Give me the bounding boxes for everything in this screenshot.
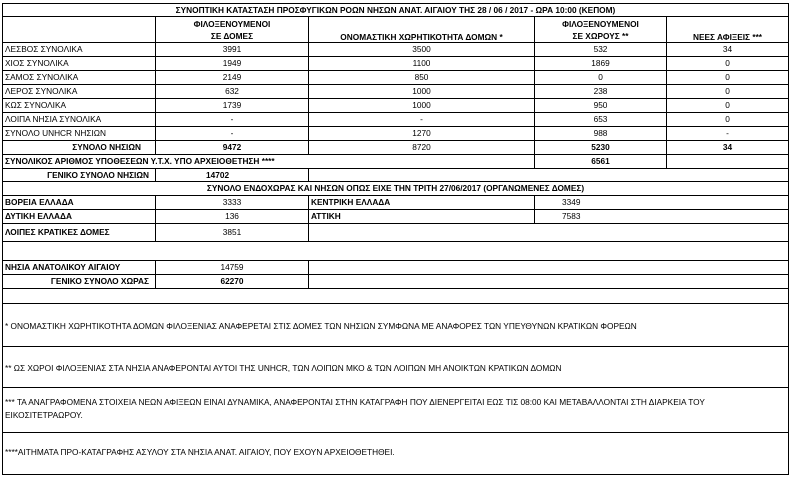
header-domes-line1: ΦΙΛΟΞΕΝΟΥΜΕΝΟΙ bbox=[193, 19, 271, 29]
row-name: ΛΕΣΒΟΣ ΣΥΝΟΛΙΚΑ bbox=[2, 42, 156, 57]
row-name: ΛΟΙΠΑ ΝΗΣΙΑ ΣΥΝΟΛΙΚΑ bbox=[2, 112, 156, 127]
archived-label: ΣΥΝΟΛΙΚΟΣ ΑΡΙΘΜΟΣ ΥΠΟΘΕΣΕΩΝ Υ.Τ.Χ. ΥΠΟ ΑΡΧΕΙΟΘΕΤΗΣΗ **** bbox=[2, 154, 535, 169]
country-total-label: ΓΕΝΙΚΟ ΣΥΝΟΛΟ ΧΩΡΑΣ bbox=[2, 274, 156, 289]
row-capacity: 1000 bbox=[308, 84, 535, 99]
note-capacity bbox=[2, 303, 789, 347]
north-greece-value: 3333 bbox=[155, 195, 309, 210]
west-greece-label: ΔΥΤΙΚΗ ΕΛΛΑΔΑ bbox=[2, 209, 156, 224]
grand-islands-label: ΓΕΝΙΚΟ ΣΥΝΟΛΟ ΝΗΣΙΩΝ bbox=[2, 168, 156, 182]
header-xorous-line2: ΣΕ ΧΩΡΟΥΣ ** bbox=[572, 31, 629, 41]
row-name: ΣΑΜΟΣ ΣΥΝΟΛΙΚΑ bbox=[2, 70, 156, 85]
header-xorous-line1: ΦΙΛΟΞΕΝΟΥΜΕΝΟΙ bbox=[562, 19, 639, 29]
total-label: ΣΥΝΟΛΟ ΝΗΣΙΩΝ bbox=[2, 140, 156, 155]
header-arrivals: ΝΕΕΣ ΑΦΙΞΕΙΣ *** bbox=[666, 16, 789, 43]
note-arrivals bbox=[2, 387, 789, 433]
row-capacity: - bbox=[308, 112, 535, 127]
west-greece-value: 136 bbox=[155, 209, 309, 224]
total-domes: 9472 bbox=[155, 140, 309, 155]
total-capacity: 8720 bbox=[308, 140, 535, 155]
row-arrivals: 0 bbox=[666, 84, 789, 99]
row-capacity: 1100 bbox=[308, 56, 535, 71]
header-domes bbox=[155, 16, 309, 43]
row-arrivals: 0 bbox=[666, 56, 789, 71]
row-xorous: 1869 bbox=[534, 56, 667, 71]
grand-islands-value: 14702 bbox=[155, 168, 309, 182]
report-sheet bbox=[2, 3, 789, 475]
row-capacity: 1000 bbox=[308, 98, 535, 113]
row-name: ΧΙΟΣ ΣΥΝΟΛΙΚΑ bbox=[2, 56, 156, 71]
row-arrivals: 0 bbox=[666, 70, 789, 85]
note-asylum-text: ****ΑΙΤΗΜΑΤΑ ΠΡΟ-ΚΑΤΑΓΡΑΦΗΣ ΑΣΥΛΟΥ ΣΤΑ ΝΗΣΙΑ ΑΝΑΤ. ΑΙΓΑΙΟΥ, ΠΟΥ ΕΧΟΥΝ ΑΡΧΕΙΟΘΕΤΗΘΕΙ. bbox=[5, 447, 395, 457]
note-spaces-text: ** ΩΣ ΧΩΡΟΙ ΦΙΛΟΞΕΝΙΑΣ ΣΤΑ ΝΗΣΙΑ ΑΝΑΦΕΡΟΝΤΑΙ ΑΥΤΟΙ ΤΗΣ UNHCR, ΤΩΝ ΛΟΙΠΩΝ ΜΚΟ & ΤΩΝ ΛΟΙΠΩΝ ΜΗ ΑΝΟΙΚΤΩΝ ΚΡΑΤΙΚΩΝ ΔΟΜΩΝ bbox=[5, 363, 562, 373]
row-xorous: 950 bbox=[534, 98, 667, 113]
row-domes: - bbox=[155, 126, 309, 141]
row-domes: 2149 bbox=[155, 70, 309, 85]
row-arrivals: 0 bbox=[666, 98, 789, 113]
row-domes: 1739 bbox=[155, 98, 309, 113]
aegean-blank bbox=[308, 260, 789, 275]
note-spacer bbox=[2, 288, 789, 304]
header-xorous bbox=[534, 16, 667, 43]
central-greece-value: 3349 bbox=[534, 195, 789, 210]
central-greece-label: ΚΕΝΤΡΙΚΗ ΕΛΛΑΔΑ bbox=[308, 195, 535, 210]
row-arrivals: 34 bbox=[666, 42, 789, 57]
spacer-row bbox=[2, 241, 789, 261]
other-structures-label: ΛΟΙΠΕΣ ΚΡΑΤΙΚΕΣ ΔΟΜΕΣ bbox=[2, 223, 156, 242]
archived-value: 6561 bbox=[534, 154, 667, 169]
aegean-label: ΝΗΣΙΑ ΑΝΑΤΟΛΙΚΟΥ ΑΙΓΑΙΟΥ bbox=[2, 260, 156, 275]
header-blank bbox=[2, 16, 156, 43]
aegean-value: 14759 bbox=[155, 260, 309, 275]
grand-islands-blank bbox=[308, 168, 789, 182]
row-domes: 3991 bbox=[155, 42, 309, 57]
archived-blank bbox=[666, 154, 789, 169]
row-xorous: 988 bbox=[534, 126, 667, 141]
note-arrivals-line2: ΕΙΚΟΣΙΤΕΤΡΑΩΡΟΥ. bbox=[5, 410, 83, 420]
row-domes: 1949 bbox=[155, 56, 309, 71]
note-arrivals-line1: *** ΤΑ ΑΝΑΓΡΑΦΟΜΕΝΑ ΣΤΟΙΧΕΙΑ ΝΕΩΝ ΑΦΙΞΕΩΝ ΕΙΝΑΙ ΔΥΝΑΜΙΚΑ, ΑΝΑΦΕΡΟΝΤΑΙ ΣΤΗΝ ΚΑΤΑΓΡΑΦΗ ΠΟΥ ΔΙΕΝΕΡΓΕΙΤΑΙ ΕΩΣ ΤΙΣ 08:00 ΚΑΙ ΜΕΤΑΒΑΛΛΟΝΤΑΙ ΣΤΗ ΔΙΑΡΚΕΙΑ ΤΟΥ bbox=[5, 397, 705, 407]
note-capacity-text: * ΟΝΟΜΑΣΤΙΚΗ ΧΩΡΗΤΙΚΟΤΗΤΑ ΔΟΜΩΝ ΦΙΛΟΞΕΝΙΑΣ ΑΝΑΦΕΡΕΤΑΙ ΣΤΙΣ ΔΟΜΕΣ ΤΩΝ ΝΗΣΙΩΝ ΣΥΜΦΩΝΑ ΜΕ ΑΝΑΦΟΡΕΣ ΤΩΝ ΥΠΕΥΘΥΝΩΝ ΚΡΑΤΙΚΩΝ ΦΟΡΕΩΝ bbox=[5, 321, 637, 331]
north-greece-label: ΒΟΡΕΙΑ ΕΛΛΑΔΑ bbox=[2, 195, 156, 210]
row-domes: - bbox=[155, 112, 309, 127]
mainland-title: ΣΥΝΟΛΟ ΕΝΔΟΧΩΡΑΣ ΚΑΙ ΝΗΣΩΝ ΟΠΩΣ ΕΙΧΕ ΤΗΝ ΤΡΙΤΗ 27/06/2017 (ΟΡΓΑΝΩΜΕΝΕΣ ΔΟΜΕΣ) bbox=[2, 181, 789, 196]
attica-label: ΑΤΤΙΚΗ bbox=[308, 209, 535, 224]
row-arrivals: 0 bbox=[666, 112, 789, 127]
note-spaces bbox=[2, 346, 789, 388]
row-xorous: 653 bbox=[534, 112, 667, 127]
header-capacity: ΟΝΟΜΑΣΤΙΚΗ ΧΩΡΗΤΙΚΟΤΗΤΑ ΔΟΜΩΝ * bbox=[308, 16, 535, 43]
row-capacity: 850 bbox=[308, 70, 535, 85]
country-blank bbox=[308, 274, 789, 289]
row-name: ΚΩΣ ΣΥΝΟΛΙΚΑ bbox=[2, 98, 156, 113]
row-capacity: 1270 bbox=[308, 126, 535, 141]
total-xorous: 5230 bbox=[534, 140, 667, 155]
header-domes-line2: ΣΕ ΔΟΜΕΣ bbox=[210, 31, 254, 41]
row-arrivals: - bbox=[666, 126, 789, 141]
other-structures-value: 3851 bbox=[155, 223, 309, 242]
row-domes: 632 bbox=[155, 84, 309, 99]
report-title: ΣΥΝΟΠΤΙΚΗ ΚΑΤΑΣΤΑΣΗ ΠΡΟΣΦΥΓΙΚΩΝ ΡΟΩΝ ΝΗΣΩΝ ΑΝΑΤ. ΑΙΓΑΙΟΥ ΤΗΣ 28 / 06 / 2017 - ΩΡΑ 10:00 (ΚΕΠΟΜ) bbox=[2, 3, 789, 17]
row-capacity: 3500 bbox=[308, 42, 535, 57]
attica-value: 7583 bbox=[534, 209, 789, 224]
row-name: ΛΕΡΟΣ ΣΥΝΟΛΙΚΑ bbox=[2, 84, 156, 99]
country-total-value: 62270 bbox=[155, 274, 309, 289]
row-xorous: 0 bbox=[534, 70, 667, 85]
note-asylum bbox=[2, 432, 789, 475]
row-xorous: 532 bbox=[534, 42, 667, 57]
row-xorous: 238 bbox=[534, 84, 667, 99]
total-arrivals: 34 bbox=[666, 140, 789, 155]
mainland-blank bbox=[308, 223, 789, 242]
row-name: ΣΥΝΟΛΟ UNHCR ΝΗΣΙΩΝ bbox=[2, 126, 156, 141]
